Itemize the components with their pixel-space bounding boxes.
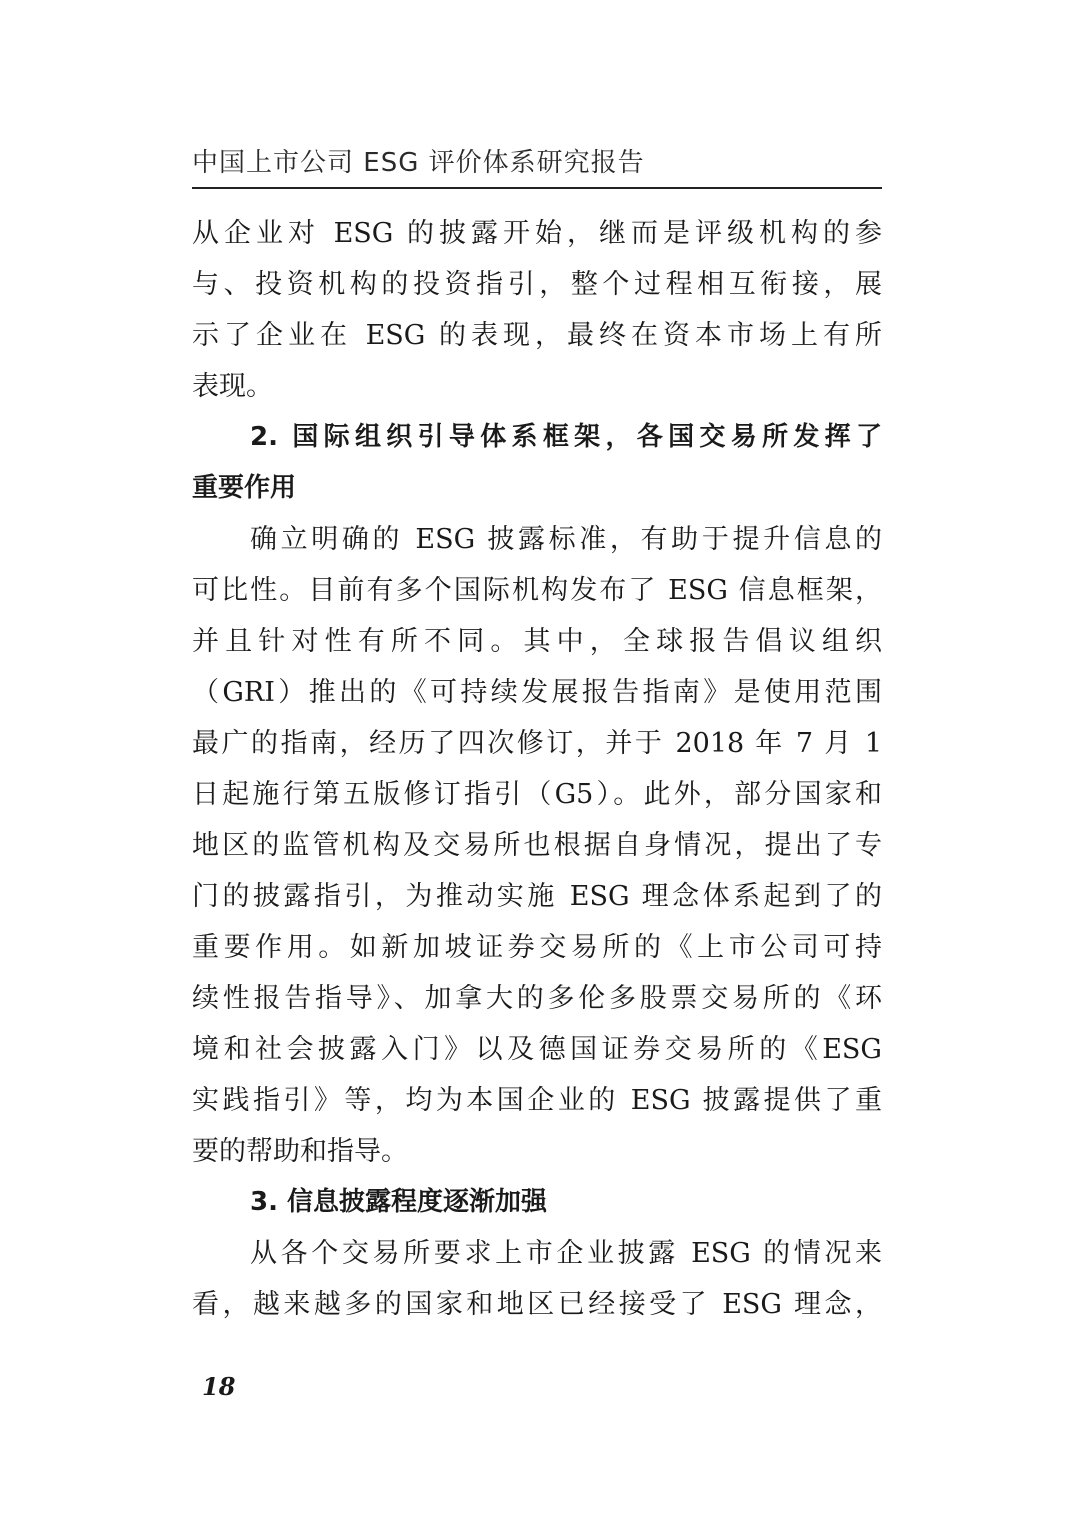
header-rule (192, 187, 882, 189)
text-line: （GRI）推出的《可持续发展报告指南》是使用范围 (192, 677, 882, 708)
section-heading-2 (192, 412, 882, 514)
heading-line: 3. 信息披露程度逐渐加强 (250, 1187, 548, 1217)
text-line: 可比性。目前有多个国际机构发布了 ESG 信息框架， (192, 575, 882, 606)
text-line: 从企业对 ESG 的披露开始，继而是评级机构的参 (192, 218, 882, 249)
text-line: 确立明确的 ESG 披露标准，有助于提升信息的 (250, 524, 882, 555)
text-line: 地区的监管机构及交易所也根据自身情况，提出了专 (192, 830, 882, 861)
paragraph-2 (192, 514, 882, 1177)
paragraph-3 (192, 1228, 882, 1330)
page-body (192, 208, 882, 1330)
text-line: 并且针对性有所不同。其中，全球报告倡议组织 (192, 626, 882, 657)
text-line: 实践指引》等，均为本国企业的 ESG 披露提供了重 (192, 1085, 882, 1116)
text-line: 最广的指南，经历了四次修订，并于 2018 年 7 月 1 (192, 728, 882, 759)
running-header: 中国上市公司 ESG 评价体系研究报告 (192, 148, 645, 178)
section-heading-3 (192, 1177, 882, 1228)
text-line: 要的帮助和指导。 (192, 1136, 408, 1167)
heading-line: 重要作用 (192, 473, 297, 503)
page-number: 18 (202, 1372, 236, 1401)
text-line: 重要作用。如新加坡证券交易所的《上市公司可持 (192, 932, 882, 963)
text-line: 示了企业在 ESG 的表现，最终在资本市场上有所 (192, 320, 882, 351)
text-line: 表现。 (192, 371, 273, 402)
text-line: 从各个交易所要求上市企业披露 ESG 的情况来 (250, 1238, 882, 1269)
text-line: 日起施行第五版修订指引（G5）。此外，部分国家和 (192, 779, 882, 810)
text-line: 境和社会披露入门》以及德国证券交易所的《ESG (192, 1034, 882, 1065)
heading-line: 2. 国际组织引导体系框架，各国交易所发挥了 (250, 422, 882, 452)
paragraph-1 (192, 208, 882, 412)
text-line: 续性报告指导》、加拿大的多伦多股票交易所的《环 (192, 983, 882, 1014)
text-line: 看，越来越多的国家和地区已经接受了 ESG 理念， (192, 1289, 882, 1320)
text-line: 门的披露指引，为推动实施 ESG 理念体系起到了的 (192, 881, 882, 912)
text-line: 与、投资机构的投资指引，整个过程相互衔接，展 (192, 269, 882, 300)
